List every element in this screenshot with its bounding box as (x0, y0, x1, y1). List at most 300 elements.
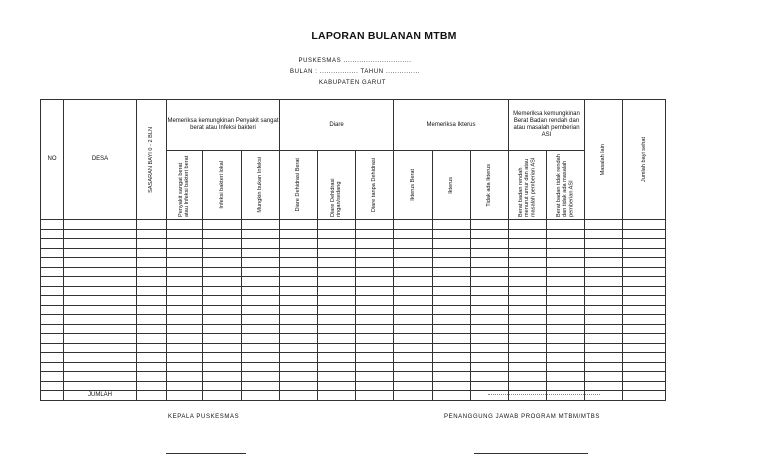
table-cell (203, 315, 242, 325)
col-header-jumlah-bayi-sehat-text: Jumlah bayi sehat (640, 136, 647, 183)
sub-header-text: Mungkin bukan Infeksi (257, 157, 264, 213)
table-cell (394, 343, 433, 353)
table-cell (394, 324, 433, 334)
table-cell (242, 353, 280, 363)
table-row (41, 286, 666, 296)
table-cell (585, 267, 623, 277)
table-cell (547, 324, 585, 334)
table-row (41, 267, 666, 277)
puskesmas-line: PUSKESMAS .............................. (298, 58, 412, 64)
table-cell (547, 248, 585, 258)
table-row (41, 296, 666, 306)
table-cell (203, 305, 242, 315)
table-cell (41, 286, 64, 296)
table-cell (547, 229, 585, 239)
table-cell (167, 248, 203, 258)
table-cell (509, 229, 547, 239)
table-cell (623, 315, 666, 325)
table-cell (471, 258, 509, 268)
table-cell (394, 267, 433, 277)
table-cell (433, 362, 471, 372)
table-cell (167, 343, 203, 353)
table-cell (356, 305, 394, 315)
total-cell (242, 391, 280, 401)
table-cell (318, 362, 356, 372)
table-cell (471, 343, 509, 353)
table-cell (64, 353, 137, 363)
table-cell (203, 267, 242, 277)
total-cell (585, 391, 623, 401)
col-header-masalah-lain (585, 100, 623, 220)
table-row (41, 334, 666, 344)
table-cell (137, 305, 167, 315)
table-cell (242, 229, 280, 239)
table-cell (280, 362, 318, 372)
table-cell (242, 277, 280, 287)
table-cell (547, 362, 585, 372)
table-cell (242, 362, 280, 372)
table-cell (509, 286, 547, 296)
table-cell (167, 296, 203, 306)
total-cell (203, 391, 242, 401)
table-cell (433, 229, 471, 239)
table-cell (242, 372, 280, 382)
table-cell (356, 229, 394, 239)
table-body (41, 220, 666, 401)
table-cell (318, 343, 356, 353)
table-cell (167, 258, 203, 268)
sub-header-text: Ikterus (448, 176, 455, 194)
sub-header-ikterus-berat (394, 151, 433, 220)
total-cell (137, 391, 167, 401)
table-cell (585, 343, 623, 353)
table-cell (242, 324, 280, 334)
table-cell (433, 220, 471, 230)
table-cell (433, 277, 471, 287)
table-cell (280, 296, 318, 306)
table-cell (167, 305, 203, 315)
table-row (41, 220, 666, 230)
table-cell (318, 248, 356, 258)
table-cell (318, 372, 356, 382)
table-cell (41, 229, 64, 239)
table-cell (318, 315, 356, 325)
group-header-infeksi: Memeriksa kemungkinan Penyakit sangat berat atau Infeksi bakteri (167, 100, 280, 151)
table-cell (509, 381, 547, 391)
table-cell (64, 239, 137, 249)
table-cell (356, 381, 394, 391)
table-cell (137, 343, 167, 353)
table-cell (203, 296, 242, 306)
table-cell (41, 315, 64, 325)
sub-header-text: Tidak ada Ikterus (486, 163, 493, 207)
table-cell (137, 315, 167, 325)
table-row (41, 229, 666, 239)
table-cell (394, 296, 433, 306)
table-cell (242, 286, 280, 296)
total-cell (167, 391, 203, 401)
table-cell (356, 239, 394, 249)
table-cell (585, 229, 623, 239)
table-cell (356, 220, 394, 230)
table-cell (356, 315, 394, 325)
table-cell (280, 372, 318, 382)
sub-header-text: Berat badan rendah menurut umur dan atau masalah pemberian ASI (518, 157, 537, 217)
table-cell (242, 305, 280, 315)
table-row (41, 277, 666, 287)
table-cell (585, 372, 623, 382)
table-cell (433, 296, 471, 306)
table-cell (137, 362, 167, 372)
table-cell (167, 220, 203, 230)
total-cell-no (41, 391, 64, 401)
total-cell (547, 391, 585, 401)
table-cell (356, 362, 394, 372)
table-cell (509, 239, 547, 249)
table-cell (547, 220, 585, 230)
table-cell (64, 324, 137, 334)
table-cell (280, 324, 318, 334)
table-cell (623, 258, 666, 268)
table-cell (394, 381, 433, 391)
table-cell (394, 229, 433, 239)
table-cell (471, 381, 509, 391)
table-cell (203, 248, 242, 258)
table-cell (64, 305, 137, 315)
table-cell (203, 239, 242, 249)
table-cell (137, 248, 167, 258)
table-cell (41, 248, 64, 258)
table-cell (280, 315, 318, 325)
table-cell (471, 362, 509, 372)
table-cell (509, 315, 547, 325)
table-cell (623, 239, 666, 249)
table-cell (318, 353, 356, 363)
table-cell (318, 305, 356, 315)
table-cell (547, 296, 585, 306)
total-cell (471, 391, 509, 401)
table-cell (394, 220, 433, 230)
table-cell (356, 248, 394, 258)
table-cell (137, 381, 167, 391)
table-cell (433, 381, 471, 391)
table-cell (41, 372, 64, 382)
table-cell (137, 258, 167, 268)
table-cell (547, 258, 585, 268)
table-row (41, 362, 666, 372)
table-cell (394, 305, 433, 315)
table-cell (509, 220, 547, 230)
table-cell (394, 353, 433, 363)
table-cell (280, 353, 318, 363)
group-header-berat-badan: Memeriksa kemungkinan Berat Badan rendah dan atau masalah pemberian ASI (509, 100, 585, 151)
table-cell (623, 381, 666, 391)
table-cell (547, 305, 585, 315)
table-cell (433, 286, 471, 296)
table-cell (623, 353, 666, 363)
table-cell (137, 334, 167, 344)
table-cell (318, 381, 356, 391)
table-cell (509, 267, 547, 277)
table-cell (280, 381, 318, 391)
table-cell (433, 334, 471, 344)
table-cell (471, 372, 509, 382)
table-cell (167, 315, 203, 325)
table-cell (509, 353, 547, 363)
total-cell (356, 391, 394, 401)
table-cell (623, 334, 666, 344)
table-row (41, 324, 666, 334)
total-cell (318, 391, 356, 401)
table-cell (64, 296, 137, 306)
sub-header-infeksi-berat (167, 151, 203, 220)
table-cell (433, 353, 471, 363)
table-cell (585, 296, 623, 306)
table-cell (64, 372, 137, 382)
table-cell (547, 381, 585, 391)
table-cell (203, 362, 242, 372)
regency-line: KABUPATEN GARUT (318, 80, 387, 86)
table-cell (137, 277, 167, 287)
table-cell (585, 239, 623, 249)
table-cell (547, 372, 585, 382)
table-cell (585, 258, 623, 268)
table-cell (585, 324, 623, 334)
table-cell (547, 277, 585, 287)
table-cell (471, 229, 509, 239)
table-row (41, 372, 666, 382)
table-cell (471, 286, 509, 296)
sub-header-bukan-infeksi (242, 151, 280, 220)
table-cell (167, 277, 203, 287)
table-cell (318, 267, 356, 277)
table-cell (41, 343, 64, 353)
table-cell (356, 267, 394, 277)
table-cell (137, 372, 167, 382)
table-cell (433, 305, 471, 315)
col-header-no: NO (41, 100, 64, 220)
total-cell (509, 391, 547, 401)
table-cell (318, 277, 356, 287)
table-cell (137, 353, 167, 363)
month-year-line: BULAN : ................. TAHUN ............... (290, 69, 420, 75)
table-cell (203, 258, 242, 268)
table-cell (64, 267, 137, 277)
table-cell (318, 334, 356, 344)
sub-header-bb-rendah (509, 151, 547, 220)
signature-left-label: KEPALA PUSKESMAS (168, 414, 240, 420)
total-cell (623, 391, 666, 401)
table-cell (203, 372, 242, 382)
table-cell (471, 267, 509, 277)
sub-header-tidak-ikterus (471, 151, 509, 220)
table-cell (509, 324, 547, 334)
table-cell (433, 372, 471, 382)
table-row (41, 353, 666, 363)
table-cell (623, 286, 666, 296)
table-cell (318, 220, 356, 230)
table-cell (394, 248, 433, 258)
table-cell (242, 258, 280, 268)
table-cell (547, 353, 585, 363)
table-cell (394, 315, 433, 325)
sub-header-text: Berat badan tidak rendah dan tidak ada masalah pemberian ASI (556, 154, 575, 217)
table-cell (471, 315, 509, 325)
table-cell (394, 334, 433, 344)
table-cell (547, 315, 585, 325)
table-cell (203, 353, 242, 363)
sub-header-diare-berat (280, 151, 318, 220)
table-row (41, 239, 666, 249)
table-cell (64, 220, 137, 230)
table-cell (394, 286, 433, 296)
total-row (41, 391, 666, 401)
table-cell (433, 315, 471, 325)
table-cell (433, 324, 471, 334)
signature-date-line (488, 394, 600, 395)
table-cell (433, 267, 471, 277)
total-cell (394, 391, 433, 401)
table-cell (167, 239, 203, 249)
table-cell (64, 229, 137, 239)
table-cell (280, 267, 318, 277)
table-row (41, 258, 666, 268)
table-cell (585, 305, 623, 315)
table-cell (623, 267, 666, 277)
total-label: JUMLAH (64, 391, 137, 401)
table-cell (318, 258, 356, 268)
table-cell (167, 229, 203, 239)
table-row (41, 343, 666, 353)
table-cell (585, 286, 623, 296)
table-cell (509, 362, 547, 372)
table-cell (394, 372, 433, 382)
table-cell (41, 267, 64, 277)
table-cell (167, 381, 203, 391)
table-cell (547, 286, 585, 296)
group-header-diare: Diare (280, 100, 394, 151)
table-cell (41, 305, 64, 315)
table-cell (203, 334, 242, 344)
table-cell (356, 324, 394, 334)
table-cell (585, 220, 623, 230)
table-cell (623, 372, 666, 382)
table-cell (547, 334, 585, 344)
table-cell (623, 229, 666, 239)
table-cell (41, 258, 64, 268)
table-cell (394, 258, 433, 268)
table-cell (167, 353, 203, 363)
table-cell (41, 353, 64, 363)
table-cell (623, 305, 666, 315)
table-cell (623, 324, 666, 334)
table-cell (509, 343, 547, 353)
col-header-desa: DESA (64, 100, 137, 220)
table-cell (471, 277, 509, 287)
signature-right-label: PENANGGUNG JAWAB PROGRAM MTBM/MTBS (444, 414, 600, 420)
report-table (40, 99, 666, 401)
table-cell (356, 334, 394, 344)
table-cell (623, 220, 666, 230)
table-cell (167, 267, 203, 277)
table-cell (509, 258, 547, 268)
table-cell (280, 258, 318, 268)
table-cell (203, 220, 242, 230)
table-cell (167, 324, 203, 334)
table-row (41, 315, 666, 325)
table-cell (585, 381, 623, 391)
sub-header-diare-tanpa (356, 151, 394, 220)
table-cell (280, 248, 318, 258)
sub-header-text: Penyakit sangat berat atau Infeksi bakteri berat (178, 155, 191, 217)
table-cell (242, 239, 280, 249)
table-cell (64, 315, 137, 325)
table-cell (471, 324, 509, 334)
table-cell (318, 296, 356, 306)
table-cell (280, 220, 318, 230)
table-cell (318, 286, 356, 296)
table-cell (64, 258, 137, 268)
total-cell (280, 391, 318, 401)
table-cell (242, 296, 280, 306)
table-cell (509, 305, 547, 315)
sub-header-infeksi-lokal (203, 151, 242, 220)
table-row (41, 381, 666, 391)
table-cell (509, 296, 547, 306)
table-cell (137, 239, 167, 249)
table-cell (394, 239, 433, 249)
table-cell (623, 277, 666, 287)
table-row (41, 248, 666, 258)
table-cell (471, 220, 509, 230)
table-cell (433, 239, 471, 249)
table-cell (433, 258, 471, 268)
sub-header-diare-sedang (318, 151, 356, 220)
col-header-sasaran-text: SASARAN BAYI 0 - 2 BLN (148, 126, 155, 193)
table-cell (41, 381, 64, 391)
table-cell (356, 296, 394, 306)
table-cell (318, 239, 356, 249)
table-cell (356, 372, 394, 382)
table-cell (137, 324, 167, 334)
table-cell (509, 248, 547, 258)
table-cell (242, 248, 280, 258)
table-cell (318, 229, 356, 239)
col-header-jumlah-bayi-sehat (623, 100, 666, 220)
sub-header-text: Diare Dehidrasi Berat (295, 158, 302, 212)
table-cell (137, 296, 167, 306)
table-cell (64, 334, 137, 344)
group-header-ikterus: Memeriksa Ikterus (394, 100, 509, 151)
table-cell (471, 305, 509, 315)
sub-header-text: Diare Dehidrasi ringan/sedang (330, 178, 343, 217)
table-cell (394, 362, 433, 372)
table-cell (203, 343, 242, 353)
table-cell (203, 229, 242, 239)
table-cell (137, 220, 167, 230)
table-cell (203, 277, 242, 287)
col-header-masalah-lain-text: Masalah lain (600, 143, 607, 176)
sub-header-text: Infeksi bakteri lokal (218, 161, 225, 209)
table-cell (356, 277, 394, 287)
table-cell (280, 277, 318, 287)
table-cell (280, 343, 318, 353)
table-cell (433, 343, 471, 353)
table-cell (585, 277, 623, 287)
table-cell (356, 353, 394, 363)
table-cell (280, 334, 318, 344)
sub-header-bb-tidak-rendah (547, 151, 585, 220)
